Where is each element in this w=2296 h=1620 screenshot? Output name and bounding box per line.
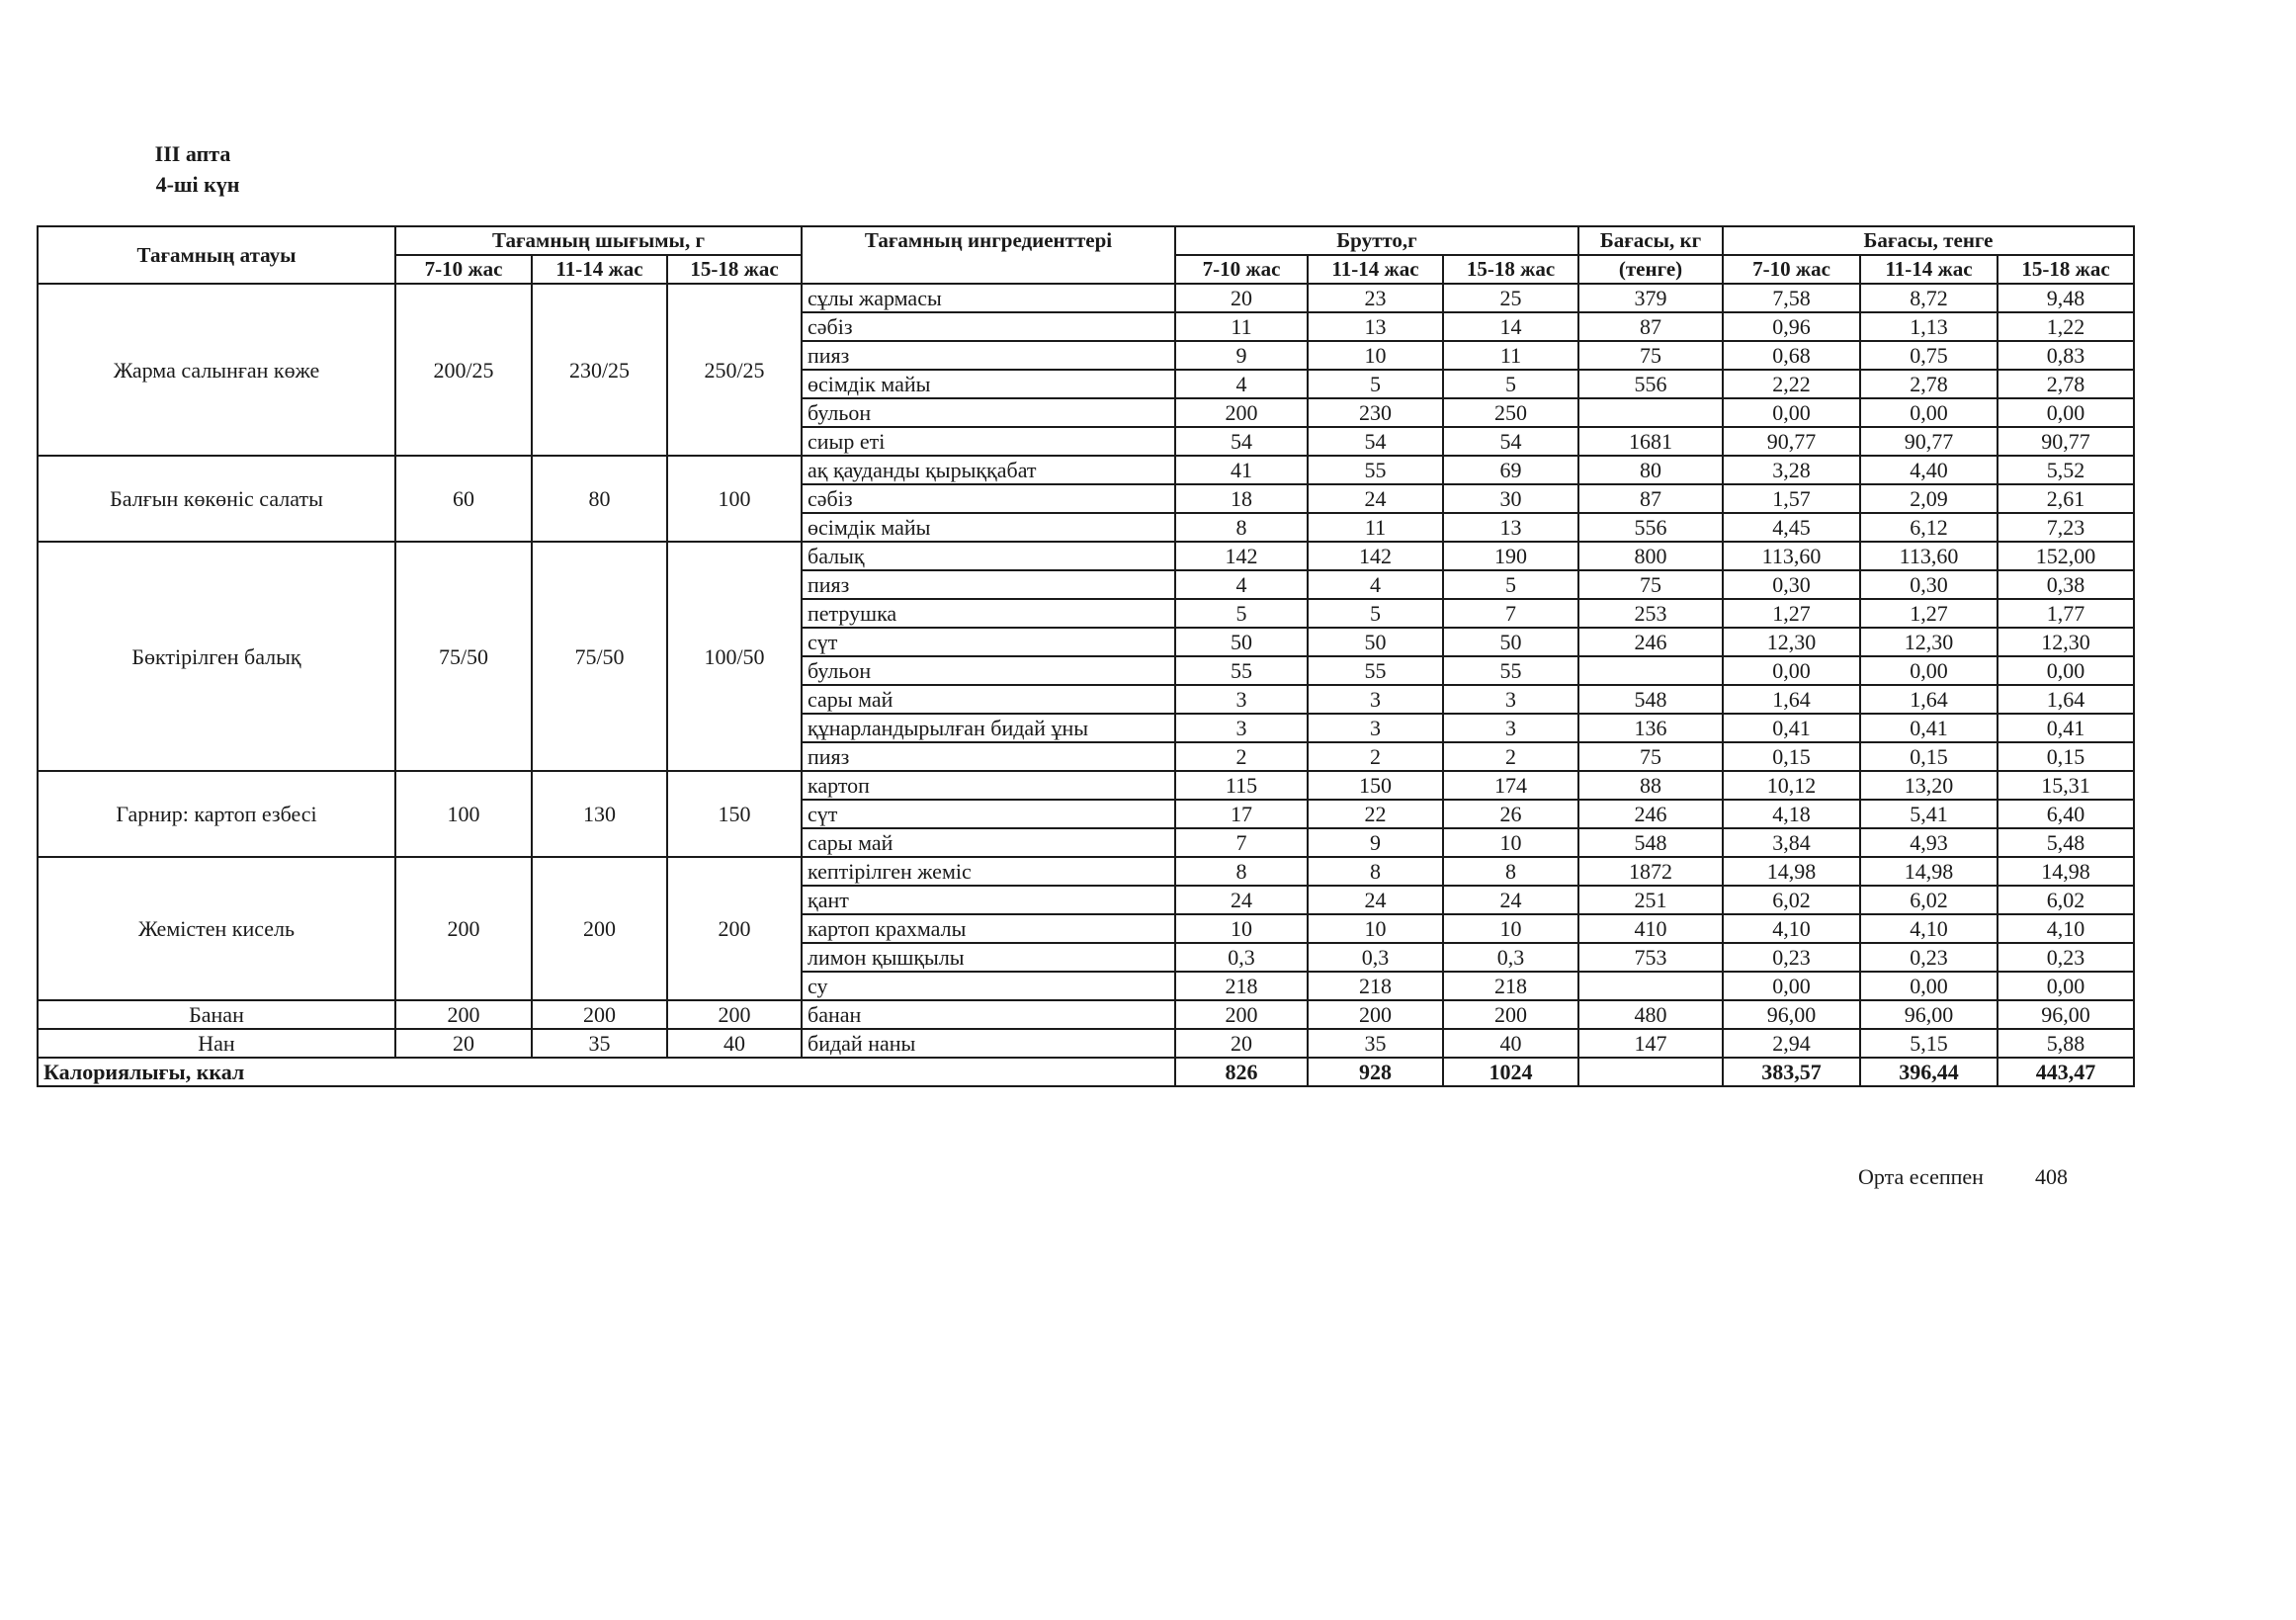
brutto-age3: 14	[1443, 312, 1578, 341]
price-age2: 5,41	[1860, 800, 1998, 828]
dish-yield-age1: 20	[395, 1029, 532, 1058]
average-label: Орта есеппен	[1858, 1164, 1984, 1189]
col-yield-age1: 7-10 жас	[395, 255, 532, 284]
ingredient-name: сүт	[802, 800, 1175, 828]
dish-yield-age3: 150	[667, 771, 802, 857]
totals-brutto-age2: 928	[1308, 1058, 1443, 1086]
brutto-age1: 115	[1175, 771, 1308, 800]
dish-yield-age2: 130	[532, 771, 667, 857]
dish-yield-age1: 60	[395, 456, 532, 542]
dish-yield-age2: 35	[532, 1029, 667, 1058]
price-age1: 4,18	[1723, 800, 1860, 828]
price-per-kg: 75	[1578, 570, 1723, 599]
brutto-age3: 24	[1443, 886, 1578, 914]
price-age1: 4,10	[1723, 914, 1860, 943]
price-age1: 3,84	[1723, 828, 1860, 857]
brutto-age1: 200	[1175, 1000, 1308, 1029]
price-age3: 0,00	[1998, 398, 2134, 427]
ingredient-name: пияз	[802, 341, 1175, 370]
price-age3: 14,98	[1998, 857, 2134, 886]
price-age2: 8,72	[1860, 284, 1998, 312]
dish-yield-age3: 100/50	[667, 542, 802, 771]
price-age2: 0,23	[1860, 943, 1998, 972]
price-age2: 90,77	[1860, 427, 1998, 456]
totals-brutto-age1: 826	[1175, 1058, 1308, 1086]
price-age1: 1,27	[1723, 599, 1860, 628]
brutto-age3: 69	[1443, 456, 1578, 484]
totals-price-age1: 383,57	[1723, 1058, 1860, 1086]
brutto-age2: 55	[1308, 456, 1443, 484]
ingredient-name: бидай наны	[802, 1029, 1175, 1058]
dish-name: Гарнир: картоп езбесі	[38, 771, 395, 857]
brutto-age2: 230	[1308, 398, 1443, 427]
price-age3: 0,00	[1998, 656, 2134, 685]
price-age3: 152,00	[1998, 542, 2134, 570]
table-row	[38, 857, 2134, 886]
col-brutto-age2: 11-14 жас	[1308, 255, 1443, 284]
table-totals	[38, 1058, 2134, 1086]
price-age1: 10,12	[1723, 771, 1860, 800]
dish-name: Нан	[38, 1029, 395, 1058]
price-age3: 1,77	[1998, 599, 2134, 628]
price-per-kg: 556	[1578, 513, 1723, 542]
ingredient-name: петрушка	[802, 599, 1175, 628]
price-age2: 0,30	[1860, 570, 1998, 599]
table-row	[38, 1029, 2134, 1058]
ingredient-name: бульон	[802, 398, 1175, 427]
price-age1: 0,15	[1723, 742, 1860, 771]
col-yield-age3: 15-18 жас	[667, 255, 802, 284]
table-row	[38, 456, 2134, 484]
brutto-age1: 10	[1175, 914, 1308, 943]
dish-yield-age1: 100	[395, 771, 532, 857]
brutto-age2: 24	[1308, 484, 1443, 513]
price-age2: 2,78	[1860, 370, 1998, 398]
totals-row	[38, 1058, 2134, 1086]
price-per-kg: 246	[1578, 800, 1723, 828]
price-per-kg: 480	[1578, 1000, 1723, 1029]
price-per-kg	[1578, 656, 1723, 685]
price-age1: 0,30	[1723, 570, 1860, 599]
brutto-age2: 24	[1308, 886, 1443, 914]
brutto-age2: 218	[1308, 972, 1443, 1000]
brutto-age2: 5	[1308, 370, 1443, 398]
brutto-age2: 4	[1308, 570, 1443, 599]
price-age1: 4,45	[1723, 513, 1860, 542]
brutto-age2: 3	[1308, 685, 1443, 714]
brutto-age3: 174	[1443, 771, 1578, 800]
dish-yield-age2: 80	[532, 456, 667, 542]
brutto-age3: 190	[1443, 542, 1578, 570]
ingredient-name: банан	[802, 1000, 1175, 1029]
brutto-age3: 7	[1443, 599, 1578, 628]
col-brutto-age3: 15-18 жас	[1443, 255, 1578, 284]
price-age1: 2,22	[1723, 370, 1860, 398]
brutto-age1: 18	[1175, 484, 1308, 513]
dish-yield-age1: 200	[395, 857, 532, 1000]
brutto-age3: 25	[1443, 284, 1578, 312]
price-age3: 1,22	[1998, 312, 2134, 341]
dish-name: Банан	[38, 1000, 395, 1029]
brutto-age3: 10	[1443, 828, 1578, 857]
price-per-kg: 87	[1578, 312, 1723, 341]
dish-name: Балғын көкөніс салаты	[38, 456, 395, 542]
col-yield-group: Тағамның шығымы, г	[395, 226, 802, 255]
totals-price-age2: 396,44	[1860, 1058, 1998, 1086]
day-heading: 4-ші күн	[155, 172, 240, 197]
brutto-age1: 20	[1175, 1029, 1308, 1058]
brutto-age2: 9	[1308, 828, 1443, 857]
brutto-age3: 8	[1443, 857, 1578, 886]
brutto-age3: 40	[1443, 1029, 1578, 1058]
price-age3: 6,40	[1998, 800, 2134, 828]
price-per-kg: 147	[1578, 1029, 1723, 1058]
brutto-age1: 218	[1175, 972, 1308, 1000]
brutto-age2: 50	[1308, 628, 1443, 656]
dish-name: Бөктірілген балық	[38, 542, 395, 771]
price-age2: 12,30	[1860, 628, 1998, 656]
price-age2: 1,27	[1860, 599, 1998, 628]
ingredient-name: өсімдік майы	[802, 370, 1175, 398]
price-age1: 0,68	[1723, 341, 1860, 370]
price-per-kg: 548	[1578, 685, 1723, 714]
brutto-age1: 0,3	[1175, 943, 1308, 972]
price-age2: 0,00	[1860, 398, 1998, 427]
menu-table	[37, 225, 2135, 1087]
dish-yield-age2: 200	[532, 1000, 667, 1029]
price-age3: 15,31	[1998, 771, 2134, 800]
col-brutto-group: Брутто,г	[1175, 226, 1578, 255]
price-age3: 5,52	[1998, 456, 2134, 484]
dish-yield-age2: 75/50	[532, 542, 667, 771]
price-age2: 5,15	[1860, 1029, 1998, 1058]
dish-yield-age1: 200	[395, 1000, 532, 1029]
col-price-group: Бағасы, тенге	[1723, 226, 2134, 255]
brutto-age2: 8	[1308, 857, 1443, 886]
price-age1: 0,41	[1723, 714, 1860, 742]
price-age2: 1,64	[1860, 685, 1998, 714]
brutto-age3: 250	[1443, 398, 1578, 427]
brutto-age1: 3	[1175, 685, 1308, 714]
brutto-age1: 54	[1175, 427, 1308, 456]
brutto-age2: 10	[1308, 914, 1443, 943]
brutto-age2: 54	[1308, 427, 1443, 456]
price-per-kg: 753	[1578, 943, 1723, 972]
dish-yield-age3: 200	[667, 857, 802, 1000]
price-age1: 0,00	[1723, 972, 1860, 1000]
price-age2: 14,98	[1860, 857, 1998, 886]
ingredient-name: сиыр еті	[802, 427, 1175, 456]
brutto-age1: 142	[1175, 542, 1308, 570]
brutto-age3: 11	[1443, 341, 1578, 370]
ingredient-name: пияз	[802, 742, 1175, 771]
price-per-kg: 253	[1578, 599, 1723, 628]
dish-yield-age3: 250/25	[667, 284, 802, 456]
price-age1: 90,77	[1723, 427, 1860, 456]
ingredient-name: құнарландырылған бидай ұны	[802, 714, 1175, 742]
ingredient-name: кептірілген жеміс	[802, 857, 1175, 886]
price-per-kg: 1681	[1578, 427, 1723, 456]
brutto-age1: 8	[1175, 513, 1308, 542]
price-age1: 0,96	[1723, 312, 1860, 341]
price-age1: 7,58	[1723, 284, 1860, 312]
brutto-age1: 5	[1175, 599, 1308, 628]
price-age2: 4,40	[1860, 456, 1998, 484]
price-age3: 5,48	[1998, 828, 2134, 857]
brutto-age3: 2	[1443, 742, 1578, 771]
brutto-age2: 200	[1308, 1000, 1443, 1029]
price-age1: 14,98	[1723, 857, 1860, 886]
ingredient-name: лимон қышқылы	[802, 943, 1175, 972]
totals-price-kg	[1578, 1058, 1723, 1086]
table-row	[38, 542, 2134, 570]
ingredient-name: сары май	[802, 828, 1175, 857]
price-age2: 0,00	[1860, 972, 1998, 1000]
price-age1: 1,64	[1723, 685, 1860, 714]
price-age3: 0,00	[1998, 972, 2134, 1000]
price-age1: 0,00	[1723, 398, 1860, 427]
brutto-age1: 24	[1175, 886, 1308, 914]
price-age3: 96,00	[1998, 1000, 2134, 1029]
ingredient-name: пияз	[802, 570, 1175, 599]
price-age1: 2,94	[1723, 1029, 1860, 1058]
brutto-age1: 2	[1175, 742, 1308, 771]
price-age3: 0,41	[1998, 714, 2134, 742]
dish-yield-age3: 40	[667, 1029, 802, 1058]
col-dish-name: Тағамның атауы	[38, 226, 395, 284]
dish-yield-age1: 75/50	[395, 542, 532, 771]
dish-yield-age3: 100	[667, 456, 802, 542]
totals-brutto-age3: 1024	[1443, 1058, 1578, 1086]
brutto-age3: 0,3	[1443, 943, 1578, 972]
price-age1: 6,02	[1723, 886, 1860, 914]
price-per-kg: 75	[1578, 341, 1723, 370]
brutto-age3: 5	[1443, 370, 1578, 398]
ingredient-name: сүт	[802, 628, 1175, 656]
col-brutto-age1: 7-10 жас	[1175, 255, 1308, 284]
brutto-age3: 13	[1443, 513, 1578, 542]
price-age2: 2,09	[1860, 484, 1998, 513]
price-age1: 0,00	[1723, 656, 1860, 685]
price-age2: 96,00	[1860, 1000, 1998, 1029]
brutto-age3: 3	[1443, 685, 1578, 714]
dish-yield-age3: 200	[667, 1000, 802, 1029]
col-price-age2: 11-14 жас	[1860, 255, 1998, 284]
col-price-age1: 7-10 жас	[1723, 255, 1860, 284]
price-age1: 3,28	[1723, 456, 1860, 484]
ingredient-name: сары май	[802, 685, 1175, 714]
brutto-age1: 200	[1175, 398, 1308, 427]
brutto-age3: 200	[1443, 1000, 1578, 1029]
price-age2: 0,41	[1860, 714, 1998, 742]
col-price-kg-2: (тенге)	[1578, 255, 1723, 284]
dish-name: Жемістен кисель	[38, 857, 395, 1000]
brutto-age1: 8	[1175, 857, 1308, 886]
brutto-age2: 11	[1308, 513, 1443, 542]
brutto-age3: 55	[1443, 656, 1578, 685]
price-per-kg: 87	[1578, 484, 1723, 513]
price-per-kg	[1578, 398, 1723, 427]
average-value: 408	[2034, 1164, 2068, 1189]
col-ingredients: Тағамның ингредиенттері	[802, 226, 1175, 284]
price-per-kg: 88	[1578, 771, 1723, 800]
ingredient-name: балық	[802, 542, 1175, 570]
price-age3: 5,88	[1998, 1029, 2134, 1058]
price-age1: 96,00	[1723, 1000, 1860, 1029]
brutto-age1: 17	[1175, 800, 1308, 828]
ingredient-name: картоп крахмалы	[802, 914, 1175, 943]
price-age3: 7,23	[1998, 513, 2134, 542]
brutto-age3: 10	[1443, 914, 1578, 943]
price-per-kg: 556	[1578, 370, 1723, 398]
ingredient-name: картоп	[802, 771, 1175, 800]
table-row	[38, 1000, 2134, 1029]
ingredient-name: сәбіз	[802, 312, 1175, 341]
brutto-age1: 3	[1175, 714, 1308, 742]
brutto-age2: 55	[1308, 656, 1443, 685]
table-body	[38, 284, 2134, 1058]
price-age2: 113,60	[1860, 542, 1998, 570]
price-per-kg: 246	[1578, 628, 1723, 656]
brutto-age2: 0,3	[1308, 943, 1443, 972]
brutto-age1: 4	[1175, 570, 1308, 599]
price-age3: 1,64	[1998, 685, 2134, 714]
dish-yield-age1: 200/25	[395, 284, 532, 456]
brutto-age1: 20	[1175, 284, 1308, 312]
ingredient-name: қант	[802, 886, 1175, 914]
ingredient-name: бульон	[802, 656, 1175, 685]
price-per-kg	[1578, 972, 1723, 1000]
price-per-kg: 251	[1578, 886, 1723, 914]
brutto-age1: 9	[1175, 341, 1308, 370]
price-age3: 12,30	[1998, 628, 2134, 656]
price-age3: 0,83	[1998, 341, 2134, 370]
price-age2: 6,02	[1860, 886, 1998, 914]
brutto-age3: 3	[1443, 714, 1578, 742]
ingredient-name: сәбіз	[802, 484, 1175, 513]
ingredient-name: ақ қауданды қырыққабат	[802, 456, 1175, 484]
price-age3: 4,10	[1998, 914, 2134, 943]
ingredient-name: өсімдік майы	[802, 513, 1175, 542]
brutto-age2: 142	[1308, 542, 1443, 570]
price-age2: 6,12	[1860, 513, 1998, 542]
brutto-age2: 13	[1308, 312, 1443, 341]
brutto-age2: 23	[1308, 284, 1443, 312]
price-per-kg: 379	[1578, 284, 1723, 312]
brutto-age1: 7	[1175, 828, 1308, 857]
dish-yield-age2: 200	[532, 857, 667, 1000]
brutto-age1: 11	[1175, 312, 1308, 341]
brutto-age3: 5	[1443, 570, 1578, 599]
brutto-age2: 10	[1308, 341, 1443, 370]
price-age3: 90,77	[1998, 427, 2134, 456]
brutto-age2: 35	[1308, 1029, 1443, 1058]
price-age2: 13,20	[1860, 771, 1998, 800]
brutto-age2: 150	[1308, 771, 1443, 800]
brutto-age3: 218	[1443, 972, 1578, 1000]
col-yield-age2: 11-14 жас	[532, 255, 667, 284]
price-age1: 0,23	[1723, 943, 1860, 972]
table-header	[38, 226, 2134, 284]
price-age1: 113,60	[1723, 542, 1860, 570]
price-age2: 0,00	[1860, 656, 1998, 685]
price-age3: 9,48	[1998, 284, 2134, 312]
price-per-kg: 1872	[1578, 857, 1723, 886]
col-price-kg-1: Бағасы, кг	[1578, 226, 1723, 255]
brutto-age1: 50	[1175, 628, 1308, 656]
price-age3: 0,38	[1998, 570, 2134, 599]
brutto-age3: 54	[1443, 427, 1578, 456]
ingredient-name: сұлы жармасы	[802, 284, 1175, 312]
totals-price-age3: 443,47	[1998, 1058, 2134, 1086]
price-per-kg: 136	[1578, 714, 1723, 742]
price-age2: 4,10	[1860, 914, 1998, 943]
brutto-age1: 4	[1175, 370, 1308, 398]
table-row	[38, 284, 2134, 312]
price-age1: 1,57	[1723, 484, 1860, 513]
price-per-kg: 80	[1578, 456, 1723, 484]
col-price-age3: 15-18 жас	[1998, 255, 2134, 284]
price-age2: 0,15	[1860, 742, 1998, 771]
brutto-age1: 55	[1175, 656, 1308, 685]
brutto-age2: 2	[1308, 742, 1443, 771]
price-age1: 12,30	[1723, 628, 1860, 656]
price-age2: 0,75	[1860, 341, 1998, 370]
price-age3: 0,15	[1998, 742, 2134, 771]
brutto-age3: 26	[1443, 800, 1578, 828]
price-age2: 4,93	[1860, 828, 1998, 857]
price-per-kg: 410	[1578, 914, 1723, 943]
price-age3: 2,61	[1998, 484, 2134, 513]
dish-yield-age2: 230/25	[532, 284, 667, 456]
brutto-age2: 3	[1308, 714, 1443, 742]
week-heading: III апта	[154, 141, 231, 166]
price-age3: 0,23	[1998, 943, 2134, 972]
brutto-age1: 41	[1175, 456, 1308, 484]
brutto-age3: 30	[1443, 484, 1578, 513]
price-age2: 1,13	[1860, 312, 1998, 341]
brutto-age3: 50	[1443, 628, 1578, 656]
average-footer	[1858, 1164, 2068, 1190]
dish-name: Жарма салынған көже	[38, 284, 395, 456]
brutto-age2: 5	[1308, 599, 1443, 628]
totals-label: Калориялығы, ккал	[38, 1058, 1175, 1086]
price-per-kg: 800	[1578, 542, 1723, 570]
price-per-kg: 548	[1578, 828, 1723, 857]
ingredient-name: су	[802, 972, 1175, 1000]
price-age3: 2,78	[1998, 370, 2134, 398]
table-row	[38, 771, 2134, 800]
brutto-age2: 22	[1308, 800, 1443, 828]
price-age3: 6,02	[1998, 886, 2134, 914]
price-per-kg: 75	[1578, 742, 1723, 771]
